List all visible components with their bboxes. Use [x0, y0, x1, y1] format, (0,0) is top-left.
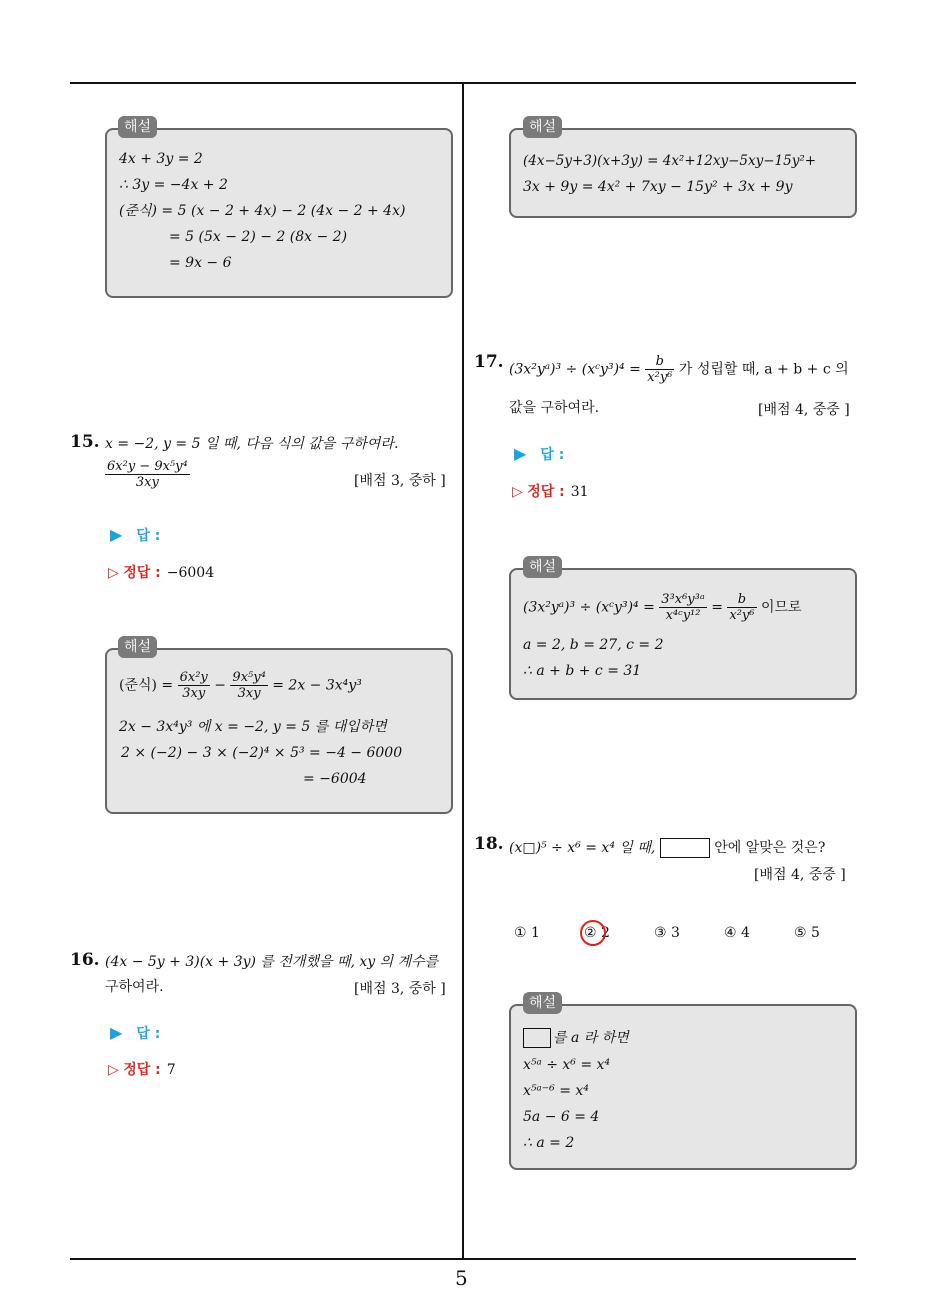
page-number: 5 [455, 1266, 468, 1290]
solution-tag: 해설 [523, 556, 562, 578]
question-text-17: (3x²yᵃ)³ ÷ (xᶜy³)⁴ = $\frac{b}{\text{x²y⁶}}$ 가 성립할 때, a + b + c 의 [509, 354, 849, 385]
solution-line: (4x−5y+3)(x+3y) = 4x²+12xy−5xy−15y²+ [523, 153, 817, 169]
correct-answer-17: ▷ 정답 : 31 [512, 484, 589, 500]
question-meta-15: [배점 3, 중하 ] [354, 473, 446, 489]
solution-box-15 [105, 648, 453, 814]
question-text-16: (4x − 5y + 3)(x + 3y) 를 전개했을 때, xy 의 계수를 [105, 954, 439, 970]
solution-line: ∴ 3y = −4x + 2 [119, 177, 228, 193]
triangle-outline-icon: ▷ [512, 484, 523, 500]
solution-tag: 해설 [118, 116, 157, 138]
solution-line: = 5 (5x − 2) − 2 (8x − 2) [169, 229, 348, 245]
solution-line: = 9x − 6 [169, 255, 232, 271]
choice-2[interactable]: ② 2 [584, 925, 610, 941]
choice-4[interactable]: ④ 4 [724, 925, 750, 941]
question-number-18: 18. [474, 834, 504, 854]
choice-3[interactable]: ③ 3 [654, 925, 680, 941]
question-meta-17: [배점 4, 중중 ] [758, 402, 850, 418]
solution-line: x⁵ᵃ ÷ x⁶ = x⁴ [523, 1057, 611, 1073]
triangle-outline-icon: ▷ [108, 1062, 119, 1078]
column-divider [462, 84, 464, 1260]
solution-line: (3x²yᵃ)³ ÷ (xᶜy³)⁴ = $\frac{\text{3³x⁶y³ᵃ}}{\text{x⁴ᶜy¹²}}$ = $\frac{b}{\text{x²y⁶}}$ 이므로 [523, 592, 802, 623]
play-icon: ▶ [514, 444, 527, 463]
question-number-16: 16. [70, 950, 100, 970]
solution-box-16 [509, 128, 857, 218]
solution-box-17 [509, 568, 857, 700]
question-fraction-15 [105, 459, 190, 490]
solution-box-18 [509, 1004, 857, 1170]
fraction-denominator: 3xy [135, 475, 159, 490]
solution-line: = −6004 [303, 771, 367, 787]
bottom-rule [70, 1258, 856, 1260]
solution-line: ∴ a = 2 [523, 1135, 575, 1151]
correct-answer-16: ▷ 정답 : 7 [108, 1062, 176, 1078]
play-icon: ▶ [110, 525, 123, 544]
question-text-15: x = −2, y = 5 일 때, 다음 식의 값을 구하여라. [105, 436, 399, 452]
answer-prompt-16: ▶ 답 : [110, 1023, 161, 1042]
solution-tag: 해설 [523, 116, 562, 138]
fraction-numerator: 6x²y − 9x⁵y⁴ [107, 459, 188, 474]
solution-line: (준식) = 5 (x − 2 + 4x) − 2 (4x − 2 + 4x) [119, 203, 406, 219]
blank-box [660, 838, 710, 858]
selected-choice-mark [580, 920, 606, 946]
solution-line: 2 × (−2) − 3 × (−2)⁴ × 5³ = −4 − 6000 [121, 745, 403, 761]
solution-line: ∴ a + b + c = 31 [523, 663, 642, 679]
question-number-17: 17. [474, 352, 504, 372]
choice-5[interactable]: ⑤ 5 [794, 925, 820, 941]
solution-box-14 [105, 128, 453, 298]
blank-box [523, 1028, 551, 1048]
solution-tag: 해설 [523, 992, 562, 1014]
solution-line: 2x − 3x⁴y³ 에 x = −2, y = 5 를 대입하면 [119, 719, 387, 735]
solution-line: a = 2, b = 27, c = 2 [523, 637, 664, 653]
answer-prompt-15: ▶ 답 : [110, 525, 161, 544]
triangle-outline-icon: ▷ [108, 565, 119, 581]
question-meta-18: [배점 4, 중중 ] [754, 867, 846, 883]
play-icon: ▶ [110, 1023, 123, 1042]
solution-line: (준식) = $\frac{\text{6x²y}}{3xy}$ − $\frac{\text{9x⁵y⁴}}{3xy}$ = 2x − 3x⁴y³ [119, 670, 362, 701]
solution-line: 5a − 6 = 4 [523, 1109, 600, 1125]
question-text-18: (x□)⁵ ÷ x⁶ = x⁴ 일 때, 안에 알맞은 것은? [509, 840, 826, 856]
solution-tag: 해설 [118, 636, 157, 658]
question-text-16-cont: 구하여라. [105, 979, 164, 995]
solution-line: 를 a 라 하면 [523, 1028, 629, 1048]
solution-line: x⁵ᵃ⁻⁶ = x⁴ [523, 1083, 589, 1099]
solution-line: 3x + 9y = 4x² + 7xy − 15y² + 3x + 9y [523, 179, 793, 195]
question-text-17-cont: 값을 구하여라. [509, 400, 600, 416]
solution-line: 4x + 3y = 2 [119, 151, 203, 167]
choice-1[interactable]: ① 1 [514, 925, 540, 941]
question-number-15: 15. [70, 432, 100, 452]
question-meta-16: [배점 3, 중하 ] [354, 981, 446, 997]
answer-prompt-17: ▶ 답 : [514, 444, 565, 463]
correct-answer-15: ▷ 정답 : −6004 [108, 565, 215, 581]
